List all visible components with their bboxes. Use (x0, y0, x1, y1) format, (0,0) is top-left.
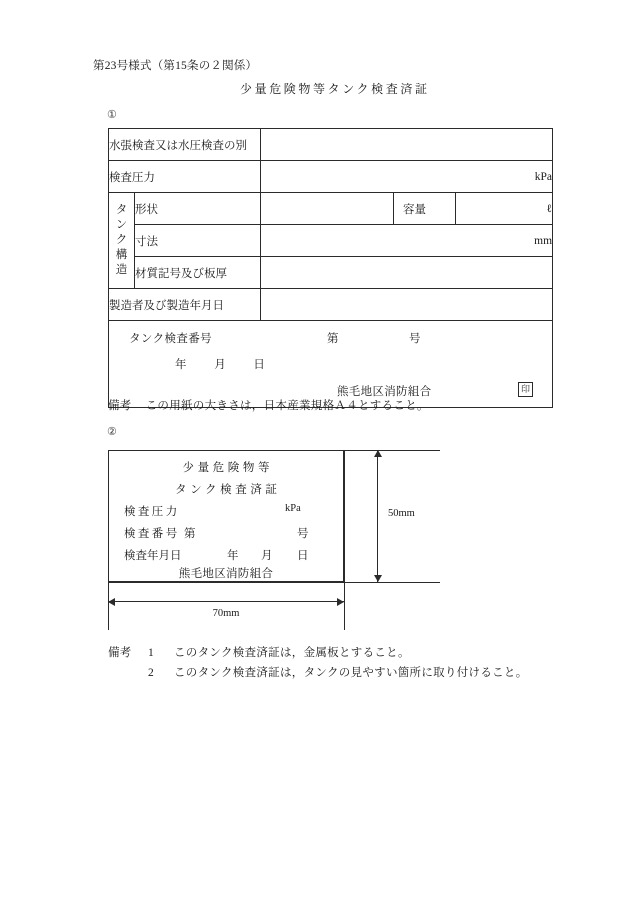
tank-structure-label-char-2: ン (115, 218, 128, 231)
plate-title-line-2: タンク検査済証 (175, 484, 281, 496)
certificate-date (175, 356, 265, 372)
note-2-item-1-number: 1 (148, 647, 155, 659)
plate-number-gou: 号 (297, 528, 309, 540)
table-row-dimension (109, 225, 553, 257)
plate-body (108, 450, 344, 582)
plate-organization: 熊毛地区消防組合 (178, 568, 274, 580)
note-2-item-2 (108, 663, 528, 683)
plate-pressure-unit: kPa (285, 503, 301, 514)
manufacturer-label-cell (109, 289, 261, 321)
manufacturer-value-cell[interactable] (261, 289, 553, 321)
form-number: 第23号様式（第15条の２関係） (93, 60, 258, 72)
shape-label: 形状 (135, 203, 158, 216)
note-1-label: 備考 (108, 400, 132, 412)
plate-date-label: 検査年月日 (124, 550, 182, 562)
frame-vertical-rule (344, 450, 345, 630)
shape-value-cell[interactable] (261, 193, 394, 225)
note-2-item-1-text: このタンク検査済証は，金属板とすること。 (174, 647, 410, 659)
inspection-certificate-table (108, 128, 553, 408)
plate-number-label: 検査番号 (124, 528, 180, 540)
certificate-date-year: 年 (175, 359, 187, 371)
material-value-cell[interactable] (261, 257, 553, 289)
shape-label-cell (135, 193, 261, 225)
dimension-value-cell[interactable] (261, 225, 553, 257)
inspection-type-label-cell (109, 129, 261, 161)
frame-left-lower-rule (108, 582, 109, 630)
width-dimension-arrow (108, 601, 344, 602)
document-title: 少量危険物等タンク検査済証 (240, 82, 430, 96)
note-plate-instructions (108, 643, 528, 683)
table-row-inspection-type (109, 129, 553, 161)
issuing-organization: 熊毛地区消防組合 (337, 386, 432, 398)
material-label: 材質記号及び板厚 (135, 267, 227, 280)
height-dimension-arrow (377, 450, 378, 582)
table-row-material (109, 257, 553, 289)
capacity-label-cell (394, 193, 456, 225)
table-row-shape (109, 193, 553, 225)
plate-number-dai: 第 (184, 528, 196, 540)
pressure-label: 検査圧力 (109, 171, 155, 184)
material-label-cell (135, 257, 261, 289)
dimension-label: 寸法 (135, 235, 158, 248)
pressure-value-cell[interactable] (261, 161, 553, 193)
tank-inspection-number-label: タンク検査番号 (129, 333, 213, 345)
seal-icon: 印 (518, 382, 533, 397)
tank-inspection-number-gou: 号 (409, 333, 421, 345)
tank-structure-label-cell (109, 193, 135, 289)
table-row-manufacturer (109, 289, 553, 321)
certificate-block-cell (109, 321, 553, 408)
frame-middle-rule (108, 582, 440, 583)
plate-title-line-1: 少量危険物等 (182, 462, 274, 474)
tank-structure-label-char-5: 造 (115, 264, 128, 277)
plate-date-month: 月 (261, 550, 273, 562)
table-row-pressure (109, 161, 553, 193)
certificate-date-month: 月 (214, 359, 227, 371)
height-dimension-label: 50mm (388, 508, 415, 519)
note-1-text: この用紙の大きさは，日本産業規格Ａ４とすること。 (145, 400, 429, 412)
table-row-certificate (109, 321, 553, 408)
tank-structure-label-char-1: タ (115, 203, 128, 216)
figure-2-marker: ② (107, 426, 117, 438)
capacity-unit: ℓ (546, 202, 553, 215)
tank-structure-label-char-4: 構 (115, 249, 128, 262)
capacity-label: 容量 (403, 203, 426, 216)
note-2-item-2-text: このタンク検査済証は，タンクの見やすい箇所に取り付けること。 (174, 667, 528, 680)
tank-structure-label-char-3: ク (115, 233, 128, 246)
width-dimension-label: 70mm (212, 608, 240, 619)
plate-date-year: 年 (227, 550, 239, 562)
capacity-value-cell[interactable] (456, 193, 553, 225)
figure-1-marker: ① (107, 109, 117, 121)
dimension-unit: mm (534, 234, 553, 247)
manufacturer-label: 製造者及び製造年月日 (109, 299, 224, 312)
certificate-date-day: 日 (253, 359, 266, 371)
plate-pressure-label: 検査圧力 (124, 506, 180, 518)
note-2-item-2-number: 2 (148, 667, 155, 680)
inspection-type-label: 水張検査又は水圧検査の別 (109, 139, 247, 152)
plate-date-day: 日 (297, 550, 309, 562)
tank-inspection-number-dai: 第 (327, 333, 339, 345)
note-2-label: 備考 (108, 647, 132, 659)
pressure-unit: kPa (534, 170, 553, 183)
note-paper-size (108, 397, 429, 413)
note-2-item-1 (108, 643, 528, 663)
dimension-label-cell (135, 225, 261, 257)
pressure-label-cell (109, 161, 261, 193)
inspection-type-value-cell[interactable] (261, 129, 553, 161)
